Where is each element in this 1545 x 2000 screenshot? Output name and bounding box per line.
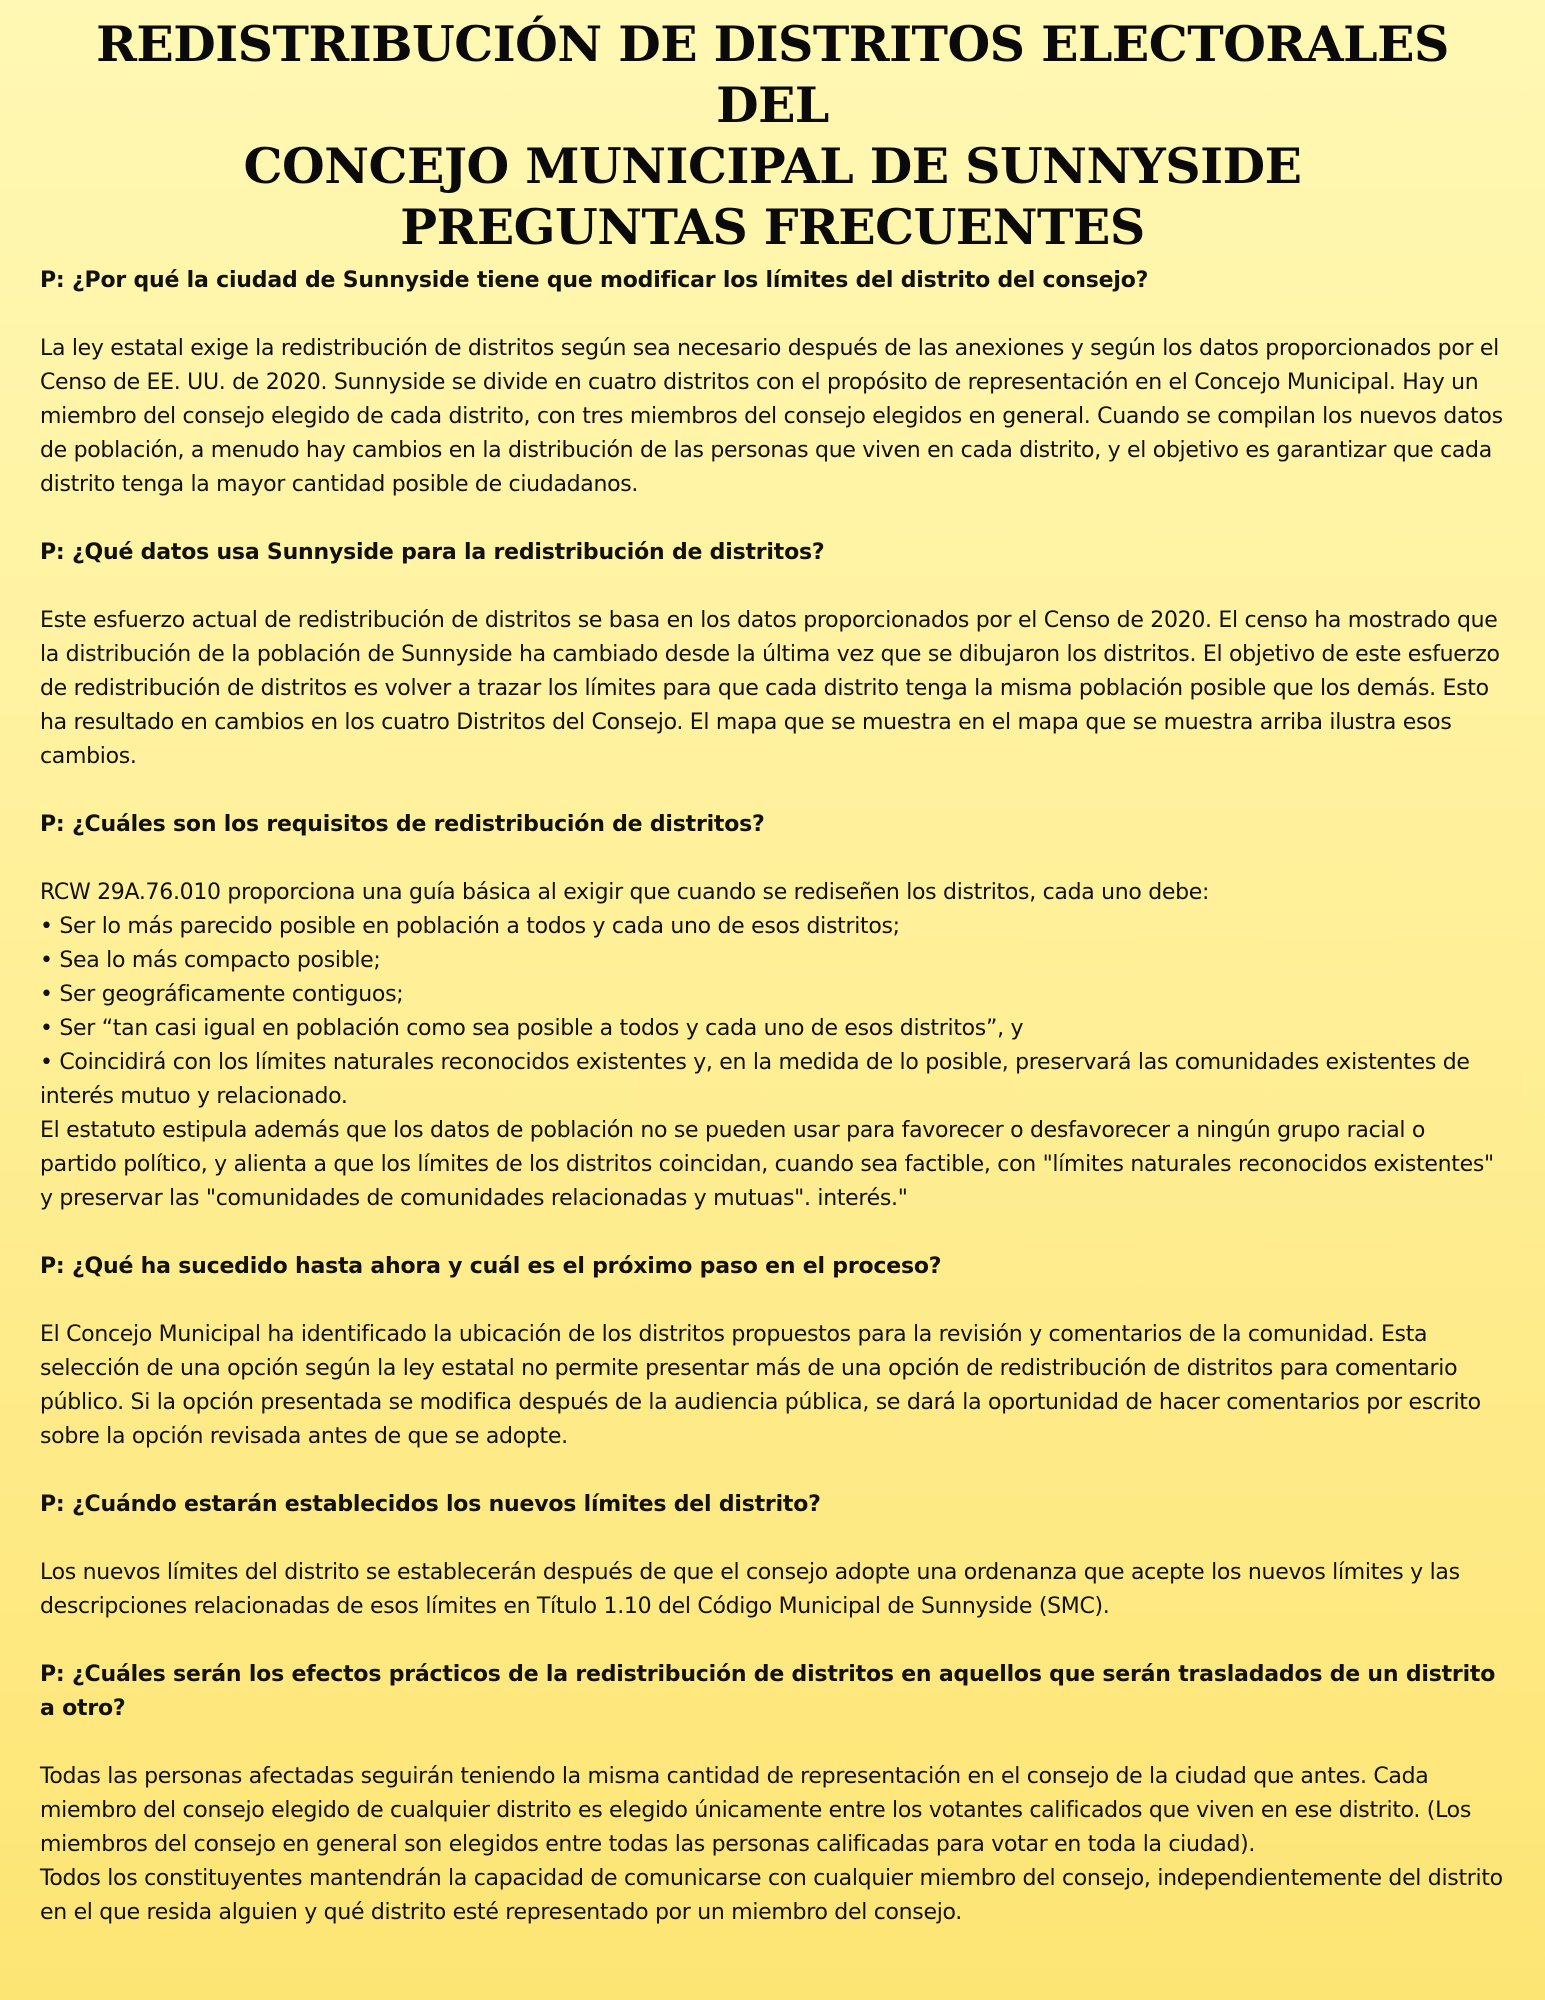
faq-answer xyxy=(40,876,1505,1216)
faq-answer xyxy=(40,1760,1505,1930)
faq-answer-text: Este esfuerzo actual de redistribución de distritos se basa en los datos proporcionados por el Censo de 2020. El censo ha mostrado que la distribución de la población de Sunnyside ha cambiado desde la última vez que se dibujaron los distritos. El objetivo de este esfuerzo de redistribución de distritos es volver a trazar los límites para que cada distrito tenga la misma población posible que los demás. Esto ha resultado en cambios en los cuatro Distritos del Consejo. El mapa que se muestra en el mapa que se muestra arriba ilustra esos cambios. xyxy=(40,608,1500,769)
list-item: • Ser “tan casi igual en población como sea posible a todos y cada uno de esos distritos”, y xyxy=(40,1012,1505,1046)
faq-question: P: ¿Cuándo estarán establecidos los nuevos límites del distrito? xyxy=(40,1492,821,1517)
faq-answer xyxy=(40,1318,1505,1454)
faq-answer xyxy=(40,332,1505,502)
faq-answer-text: Los nuevos límites del distrito se establecerán después de que el consejo adopte una ordenanza que acepte los nuevos límites y las descripciones relacionadas de esos límites en Título 1.10 del Código Municipal de Sunnyside (SMC). xyxy=(40,1560,1460,1619)
faq-item-6 xyxy=(40,1658,1505,1930)
list-item: • Sea lo más compacto posible; xyxy=(40,944,1505,978)
faq-answer-text: El Concejo Municipal ha identificado la ubicación de los distritos propuestos para la revisión y comentarios de la comunidad. Esta selección de una opción según la ley estatal no permite presentar más de una opción de redistribución de distritos para comentario público. Si la opción presentada se modifica después de la audiencia pública, se dará la oportunidad de hacer comentarios por escrito sobre la opción revisada antes de que se adopte. xyxy=(40,1322,1481,1449)
faq-item-5 xyxy=(40,1488,1505,1624)
requirements-list xyxy=(40,910,1505,1114)
list-item: • Coincidirá con los límites naturales reconocidos existentes y, en la medida de lo posible, preservará las comunidades existentes de interés mutuo y relacionado. xyxy=(40,1046,1505,1114)
page-title xyxy=(40,14,1505,258)
list-item: • Ser geográficamente contiguos; xyxy=(40,978,1505,1012)
faq-answer-outro: El estatuto estipula además que los datos de población no se pueden usar para favorecer o desfavorecer a ningún grupo racial o partido político, y alienta a que los límites de los distritos coincidan, cuando sea factible, con "límites naturales reconocidos existentes" y preservar las "comunidades de comunidades relacionadas y mutuas". interés." xyxy=(40,1118,1494,1211)
faq-item-1 xyxy=(40,264,1505,502)
title-line-3: PREGUNTAS FRECUENTES xyxy=(400,198,1145,256)
faq-answer-text: Todas las personas afectadas seguirán teniendo la misma cantidad de representación en el consejo de la ciudad que antes. Cada miembro del consejo elegido de cualquier distrito es elegido únicamente entre los votantes calificados que viven en ese distrito. (Los miembros del consejo en general son elegidos entre todas las personas calificadas para votar en toda la ciudad). xyxy=(40,1764,1471,1857)
faq-question: P: ¿Qué ha sucedido hasta ahora y cuál es el próximo paso en el proceso? xyxy=(40,1254,942,1279)
faq-answer-text-2: Todos los constituyentes mantendrán la capacidad de comunicarse con cualquier miembro del consejo, independientemente del distrito en el que resida alguien y qué distrito esté representado por un miembro del consejo. xyxy=(40,1866,1503,1925)
faq-answer xyxy=(40,604,1505,774)
faq-item-4 xyxy=(40,1250,1505,1454)
faq-item-3 xyxy=(40,808,1505,1216)
faq-question: P: ¿Por qué la ciudad de Sunnyside tiene que modificar los límites del distrito del consejo? xyxy=(40,268,1149,293)
list-item: • Ser lo más parecido posible en población a todos y cada uno de esos distritos; xyxy=(40,910,1505,944)
faq-question: P: ¿Cuáles son los requisitos de redistribución de distritos? xyxy=(40,812,765,837)
faq-item-2 xyxy=(40,536,1505,774)
faq-answer-intro: RCW 29A.76.010 proporciona una guía básica al exigir que cuando se rediseñen los distritos, cada uno debe: xyxy=(40,880,1210,905)
faq-question: P: ¿Qué datos usa Sunnyside para la redistribución de distritos? xyxy=(40,540,825,565)
faq-question: P: ¿Cuáles serán los efectos prácticos de la redistribución de distritos en aquellos que serán trasladados de un distrito a otro? xyxy=(40,1662,1496,1721)
title-line-1: REDISTRIBUCIÓN DE DISTRITOS ELECTORALES DEL xyxy=(96,15,1449,134)
faq-answer xyxy=(40,1556,1505,1624)
title-line-2: CONCEJO MUNICIPAL DE SUNNYSIDE xyxy=(243,137,1302,195)
faq-answer-text: La ley estatal exige la redistribución de distritos según sea necesario después de las anexiones y según los datos proporcionados por el Censo de EE. UU. de 2020. Sunnyside se divide en cuatro distritos con el propósito de representación en el Concejo Municipal. Hay un miembro del consejo elegido de cada distrito, con tres miembros del consejo elegidos en general. Cuando se compilan los nuevos datos de población, a menudo hay cambios en la distribución de las personas que viven en cada distrito, y el objetivo es garantizar que cada distrito tenga la mayor cantidad posible de ciudadanos. xyxy=(40,336,1503,497)
